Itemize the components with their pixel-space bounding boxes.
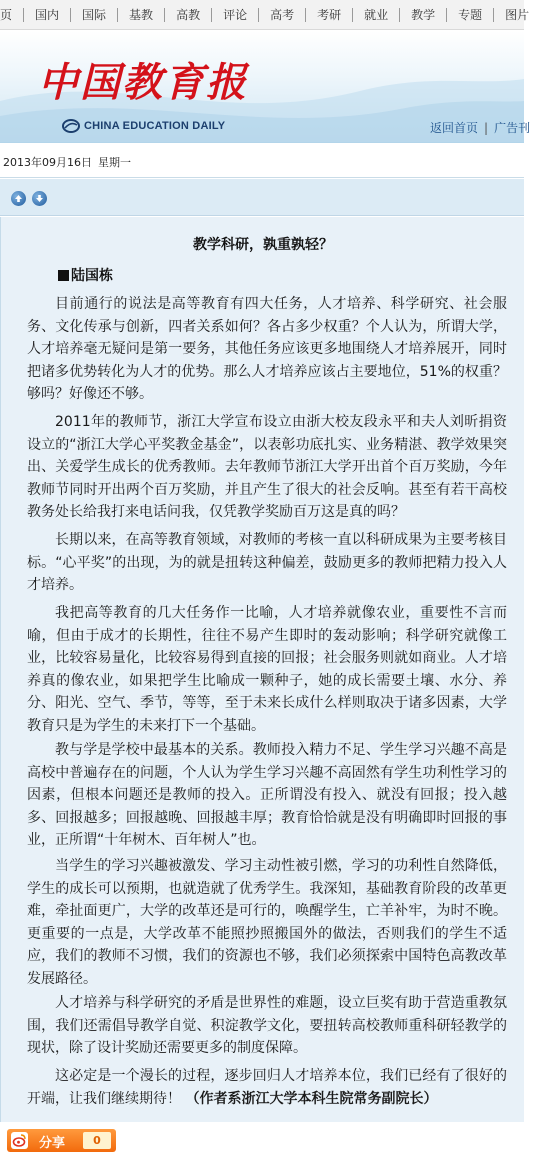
logo-chinese[interactable]: 中国教育报 <box>38 59 248 106</box>
article-paragraph: 目前通行的说法是高等教育有四大任务，人才培养、科学研究、社会服务、文化传承与创新，四者关系如何？各占多少权重？个人认为，所谓大学，人才培养毫无疑问是第一要务，其他任务应该更多地围绕人才培养展开，同时把诸多优势转化为人才的优势。那么人才培养应该占主要地位，51%的权重？够吗？好像还不够。 <box>27 296 507 402</box>
next-page-button[interactable] <box>32 191 47 206</box>
previous-page-button[interactable] <box>11 191 26 206</box>
nav-item-employment[interactable]: 就业 <box>352 8 399 22</box>
article-paragraph: 当学生的学习兴趣被激发、学习主动性被引燃，学习的功利性自然降低，学生的成长可以预期，也就造就了优秀学生。我深知，基础教育阶段的改革更难，牵扯面更广，大学的改革还是可行的，唤醒学生，亡羊补牢，为时不晚。更重要的一点是，大学改革不能照抄照搬国外的做法，否则我们的学生不适应，我们的教师不习惯，我们的资源也不够，我们必须探索中国特色高教改革发展路径。 <box>27 858 507 987</box>
article-paragraph: 2011年的教师节，浙江大学宣布设立由浙大校友段永平和夫人刘昕捐资设立的“浙江大学心平奖教金基金”，以表彰功底扎实、业务精湛、教学效果突出、关爱学生成长的优秀教师。去年教师节浙江大学开出首个百万奖励，今年教师节同时开出两个百万奖励，并且产生了很大的社会反响。甚至有若干高校教务处长给我打来电话问我，仅凭教学奖励百万这是真的吗？ <box>27 414 507 520</box>
article-paragraph: 长期以来，在高等教育领域，对教师的考核一直以科研成果为主要考核目标。“心平奖”的出现，为的就是扭转这种偏差，鼓励更多的教师把精力投入人才培养。 <box>27 532 507 593</box>
nav-item-gaokao[interactable]: 高考 <box>258 8 305 22</box>
logo-english-text: CHINA EDUCATION DAILY <box>84 120 226 132</box>
nav-item[interactable]: 页 <box>0 7 13 22</box>
nav-item-international[interactable]: 国际 <box>70 8 117 22</box>
article-author <box>58 265 113 285</box>
weibo-icon <box>11 1132 28 1149</box>
page-toolbar <box>0 179 524 216</box>
up-arrow-icon <box>13 193 24 204</box>
logo-english <box>62 119 225 133</box>
weekday: 星期一 <box>98 156 131 169</box>
header-banner <box>0 31 531 143</box>
closing-text: 这必定是一个漫长的过程，逐步回归人才培养本位，我们已经有了很好的开端，让我们继续期待！ <box>27 1068 507 1107</box>
article-body <box>0 217 524 1122</box>
nav-item-domestic[interactable]: 国内 <box>23 8 70 22</box>
nav-item-commentary[interactable]: 评论 <box>211 8 258 22</box>
link-separator: | <box>484 121 489 135</box>
top-nav <box>0 0 530 30</box>
share-button[interactable] <box>7 1129 116 1152</box>
nav-item-teaching[interactable]: 教学 <box>399 8 446 22</box>
article-paragraph-last <box>27 1065 507 1110</box>
author-signature: （作者系浙江大学本科生院常务副院长） <box>185 1090 438 1107</box>
nav-item-postgrad[interactable]: 考研 <box>305 8 352 22</box>
ad-link[interactable]: 广告刊 <box>494 121 531 135</box>
share-count: 0 <box>83 1132 111 1149</box>
author-marker-icon <box>58 270 69 281</box>
nav-item-special[interactable]: 专题 <box>446 8 493 22</box>
article-paragraph: 教与学是学校中最基本的关系。教师投入精力不足、学生学习兴趣不高是高校中普遍存在的问题，个人认为学生学习兴趣不高固然有学生功利性学习的因素，但根本问题还是教师的投入。正所谓没有投入、就没有回报；投入越多、回报越多；回报越晚、回报越丰厚；教育恰恰就是没有明确即时回报的事业，正所谓“十年树木、百年树人”也。 <box>27 742 507 848</box>
author-name: 陆国栋 <box>71 268 113 284</box>
article-paragraph: 人才培养与科学研究的矛盾是世界性的难题，设立巨奖有助于营造重教氛围，我们还需倡导教学自觉、积淀教学文化，要扭转高校教师重科研轻教学的现状，除了设计奖励还需要更多的制度保障。 <box>27 995 507 1056</box>
article-paragraph: 我把高等教育的几大任务作一比喻，人才培养就像农业，重要性不言而喻，但由于成才的长期性，往往不易产生即时的轰动影响；科学研究就像工业，比较容易量化，比较容易得到直接的回报；社会服务则就如商业。人才培养真的像农业，如果把学生比喻成一颗种子，她的成长需要土壤、水分、养分、阳光、空气、季节，等等，至于未来长成什么样则取决于诸多因素，大学教育只是为学生的未来打下一个基础。 <box>27 605 507 734</box>
share-label: 分享 <box>39 1136 66 1151</box>
issue-date: 2013年09月16日 <box>3 156 92 169</box>
header-links <box>430 119 530 136</box>
article-title: 教学科研，孰重孰轻？ <box>193 237 333 253</box>
nav-item-photos[interactable]: 图片 <box>493 8 540 22</box>
logo-mark-icon <box>62 119 80 133</box>
home-link[interactable]: 返回首页 <box>430 121 479 135</box>
down-arrow-icon <box>34 193 45 204</box>
nav-item-higher-education[interactable]: 高教 <box>164 8 211 22</box>
nav-item-basic-education[interactable]: 基教 <box>117 8 164 22</box>
date-bar <box>0 144 524 178</box>
